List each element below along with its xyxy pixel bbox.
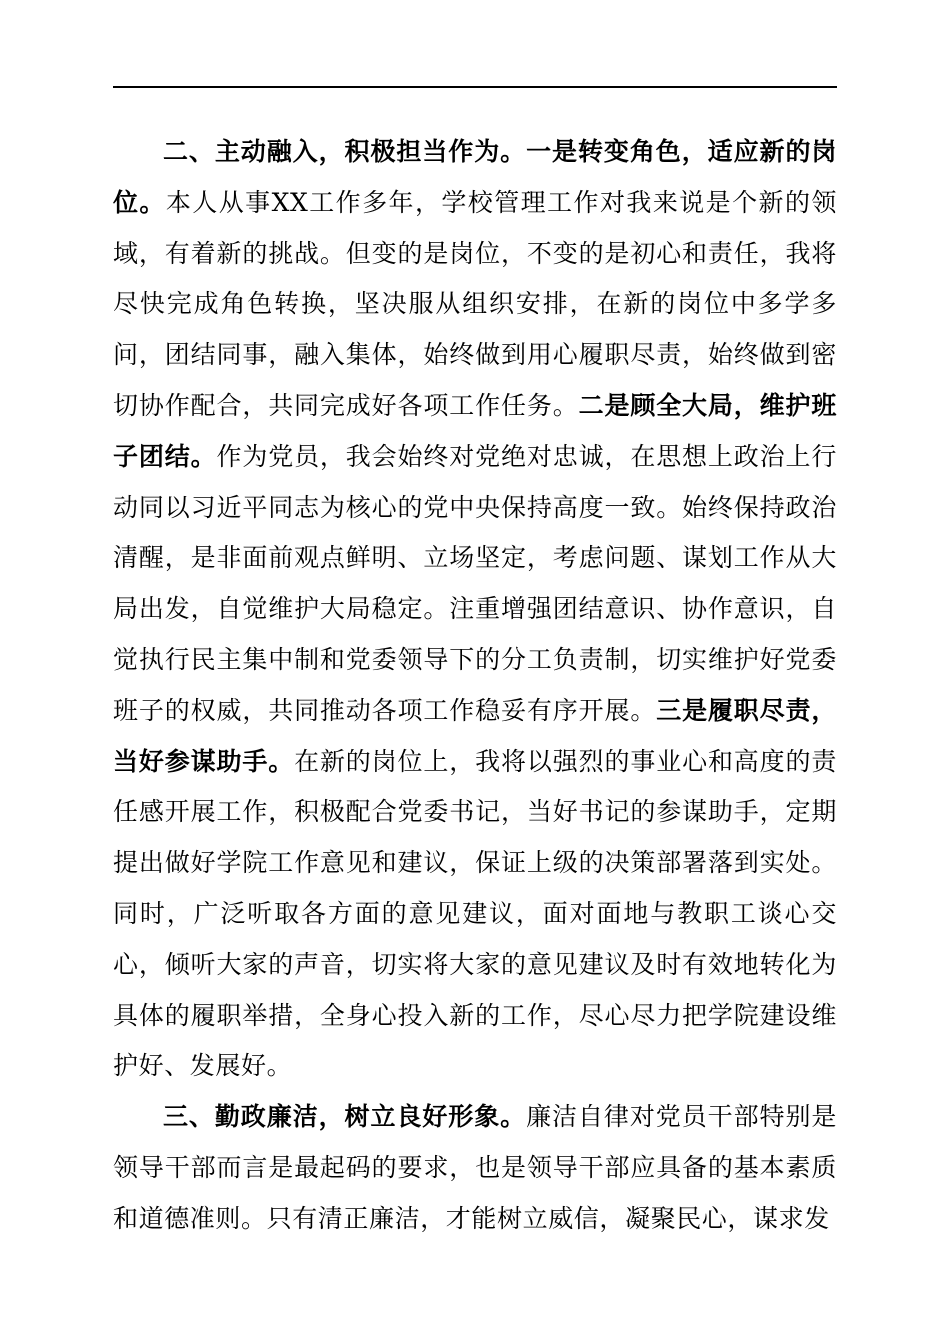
document-body (113, 127, 837, 1245)
header-rule (113, 86, 837, 88)
body-text: 本人从事XX工作多年，学校管理工作对我来说是个新的领域，有着新的挑战。但变的是岗位，不变的是初心和责任，我将尽快完成角色转换，坚决服从组织安排，在新的岗位中多学多问，团结同事，融入集体，始终做到用心履职尽责，始终做到密切协作配合，共同完成好各项工作任务。 (113, 187, 838, 420)
section-heading: 三、勤政廉洁，树立良好形象。 (163, 1102, 527, 1132)
body-text: 作为党员，我会始终对党绝对忠诚，在思想上政治上行动同以习近平同志为核心的党中央保持高度一致。始终保持政治清醒，是非面前观点鲜明、立场坚定，考虑问题、谋划工作从大局出发，自觉维护大局稳定。注重增强团结意识、协作意识，自觉执行民主集中制和党委领导下的分工负责制，切实维护好党委班子的权威，共同推动各项工作稳妥有序开展。 (113, 441, 837, 725)
body-text: 廉洁自律对党员干部特别是领导干部而言是最起码的要求，也是领导干部应具备的基本素质和道德准则。只有清正廉洁，才能树立威信，凝聚民心，谋求发 (113, 1102, 838, 1233)
paragraph-section-two (113, 127, 837, 1092)
section-heading: 二、主动融入，积极担当作为。 (163, 137, 527, 166)
point-heading: 三是履职尽责，当好参谋助手。 (113, 695, 838, 776)
point-heading: 一是转变角色，适应新的岗位。 (113, 137, 838, 217)
paragraph-section-three (113, 1092, 837, 1244)
body-text: 在新的岗位上，我将以强烈的事业心和高度的责任感开展工作，积极配合党委书记，当好书记的参谋助手，定期提出做好学院工作意见和建议，保证上级的决策部署落到实处。同时，广泛听取各方面的意见建议，面对面地与教职工谈心交心，倾听大家的声音，切实将大家的意见建议及时有效地转化为具体的履职举措，全身心投入新的工作，尽心尽力把学院建设维护好、发展好。 (113, 746, 838, 1081)
point-heading: 二是顾全大局，维护班子团结。 (113, 390, 837, 471)
